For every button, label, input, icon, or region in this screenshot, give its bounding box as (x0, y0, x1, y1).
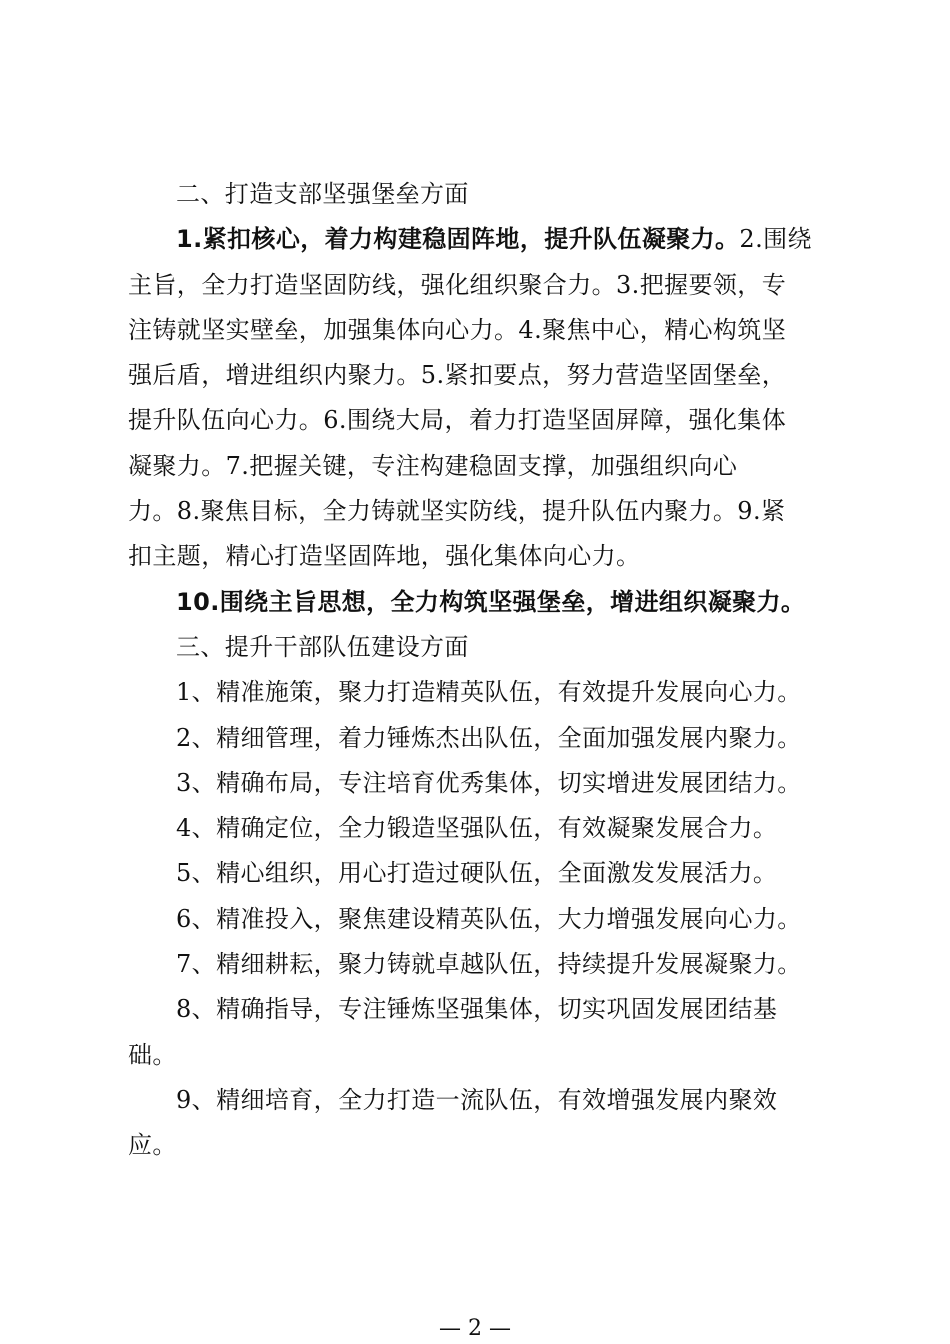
paragraph-line: 注铸就坚实壁垒，加强集体向心力。4.聚焦中心，精心构筑坚 (128, 315, 787, 344)
list-item: 4、精确定位，全力锻造坚强队伍，有效凝聚发展合力。 (176, 814, 778, 843)
list-item: 1、精准施策，聚力打造精英队伍，有效提升发展向心力。 (176, 678, 802, 707)
paragraph-line: 强后盾，增进组织内聚力。5.紧扣要点，努力营造坚固堡垒， (128, 361, 787, 390)
list-item: 5、精心组织，用心打造过硬队伍，全面激发发展活力。 (176, 859, 778, 888)
paragraph-line: 力。8.聚焦目标，全力铸就坚实防线，提升队伍内聚力。9.紧 (128, 497, 786, 526)
list-item: 8、精确指导，专注锤炼坚强集体，切实巩固发展团结基 (176, 995, 778, 1024)
bold-lead-sentence: 1.紧扣核心，着力构建稳固阵地，提升队伍凝聚力。 (176, 225, 740, 254)
list-item: 7、精细耕耘，聚力铸就卓越队伍，持续提升发展凝聚力。 (176, 950, 802, 979)
paragraph-line: 扣主题，精心打造坚固阵地，强化集体向心力。 (128, 542, 641, 571)
list-item: 6、精准投入，聚焦建设精英队伍，大力增强发展向心力。 (176, 904, 802, 933)
paragraph-line: 凝聚力。7.把握关键，专注构建稳固支撑，加强组织向心 (128, 451, 738, 480)
paragraph-text: 2.围绕 (739, 225, 812, 254)
paragraph-line: 主旨，全力打造坚固防线，强化组织聚合力。3.把握要领，专 (128, 270, 787, 299)
list-item-continuation: 础。 (128, 1040, 177, 1069)
document-body (128, 172, 828, 1169)
paragraph-line: 提升队伍向心力。6.围绕大局，着力打造坚固屏障，强化集体 (128, 406, 787, 435)
paragraph-line (128, 217, 828, 262)
page-number: — 2 — (439, 1316, 511, 1341)
bold-paragraph: 10.围绕主旨思想，全力构筑坚强堡垒，增进组织凝聚力。 (176, 587, 806, 616)
list-item-continuation: 应。 (128, 1131, 177, 1160)
section-heading-2: 二、打造支部坚强堡垒方面 (176, 180, 469, 208)
list-item: 2、精细管理，着力锤炼杰出队伍，全面加强发展内聚力。 (176, 723, 802, 752)
list-item: 3、精确布局，专注培育优秀集体，切实增进发展团结力。 (176, 768, 802, 797)
section-heading-3: 三、提升干部队伍建设方面 (176, 632, 469, 661)
list-item: 9、精细培育，全力打造一流队伍，有效增强发展内聚效 (176, 1085, 778, 1114)
